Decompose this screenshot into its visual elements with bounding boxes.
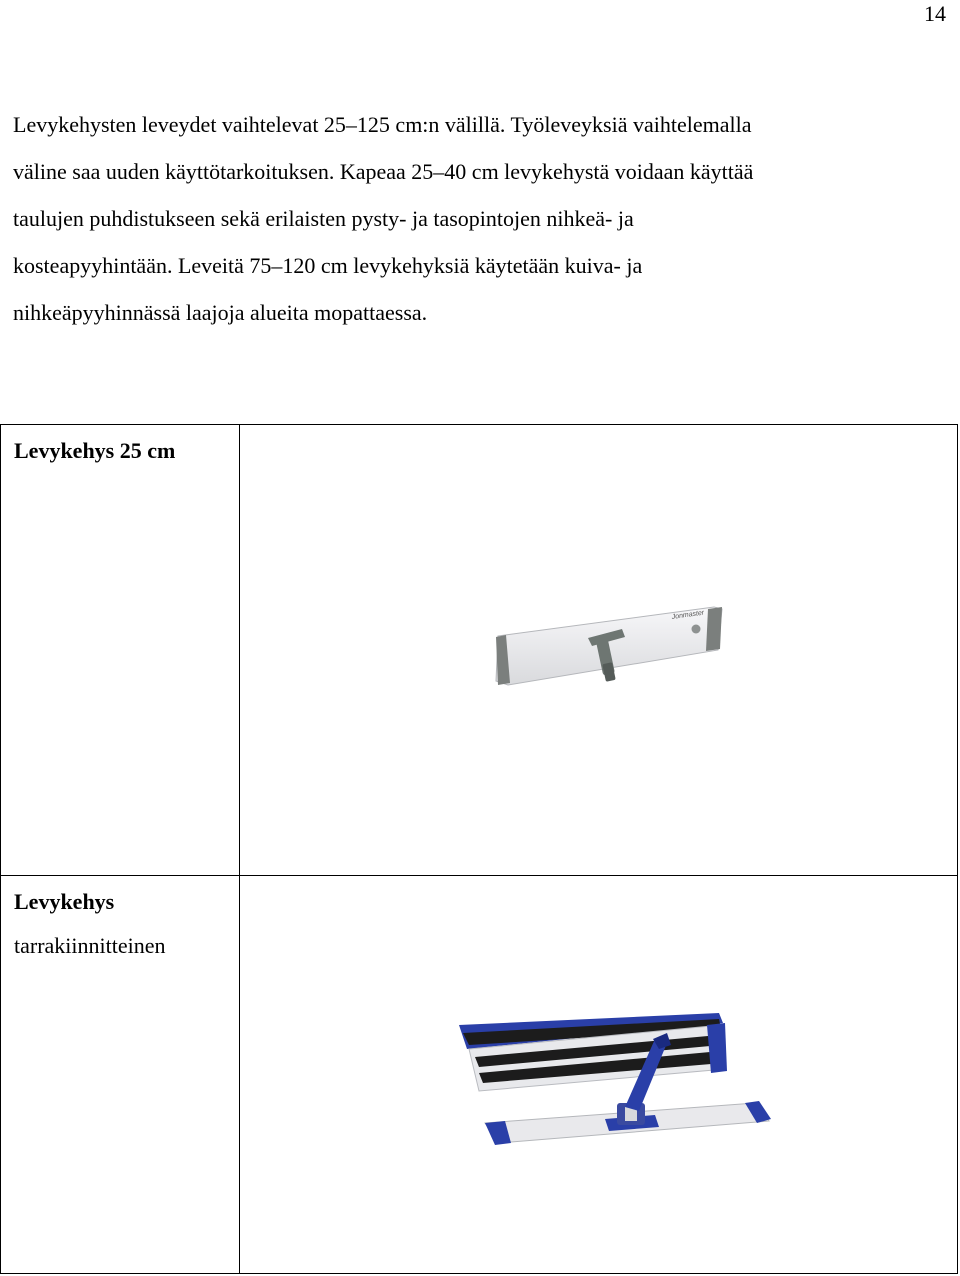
- intro-paragraph: [13, 101, 948, 336]
- row-image-cell: [240, 876, 958, 1274]
- intro-line: nihkeäpyyhinnässä laajoja alueita mopattaessa.: [13, 300, 428, 325]
- row-label: Levykehys 25 cm: [14, 438, 176, 463]
- row-label-cell: [1, 425, 240, 876]
- intro-line: väline saa uuden käyttötarkoituksen. Kapeaa 25–40 cm levykehystä voidaan käyttää: [13, 159, 754, 184]
- intro-line: taulujen puhdistukseen sekä erilaisten pysty- ja tasopintojen nihkeä- ja: [13, 206, 634, 231]
- flat-mop-frame-velcro-blue-icon: [455, 1011, 775, 1151]
- page-number: 14: [924, 1, 946, 26]
- table-row: [1, 876, 958, 1274]
- brand-text: Jonmaster: [671, 609, 705, 621]
- table-row: [1, 425, 958, 876]
- row-sublabel: tarrakiinnitteinen: [14, 933, 166, 958]
- intro-line: kosteapyyhintään. Leveitä 75–120 cm levykehyksiä käytetään kuiva- ja: [13, 253, 643, 278]
- row-label: Levykehys: [14, 889, 115, 914]
- mop-frame-table: [0, 424, 958, 1274]
- flat-mop-frame-grey-icon: [492, 603, 732, 693]
- row-image-cell: [240, 425, 958, 876]
- row-label-cell: [1, 876, 240, 1274]
- intro-line: Levykehysten leveydet vaihtelevat 25–125 cm:n välillä. Työleveyksiä vaihtelemalla: [13, 112, 752, 137]
